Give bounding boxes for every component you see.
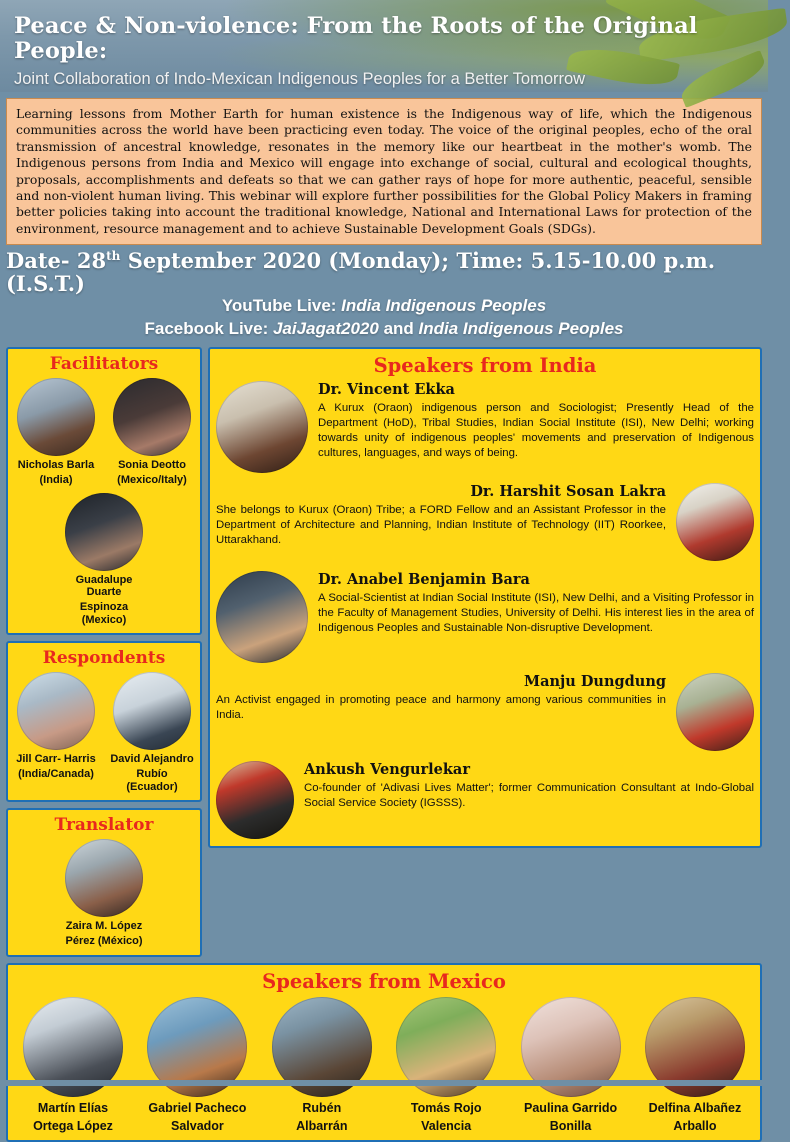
speaker-text (318, 381, 754, 460)
person-surname: Arballo (638, 1119, 752, 1133)
youtube-channel-name: India Indigenous Peoples (341, 296, 546, 315)
person-surname: Salvador (140, 1119, 254, 1133)
respondents-title: Respondents (14, 648, 194, 668)
right-column (208, 347, 762, 848)
avatar (113, 672, 191, 750)
speaker-bio: An Activist engaged in promoting peace and harmony among various communities in India. (216, 693, 666, 723)
left-column (6, 347, 202, 956)
poster-title: Peace & Non-violence: From the Roots of the Original People: (0, 0, 768, 64)
translator-title: Translator (14, 815, 194, 835)
facebook-page-name-1: JaiJagat2020 (273, 319, 379, 338)
person-card (638, 997, 752, 1134)
avatar (216, 571, 308, 663)
mexico-speakers-panel (6, 963, 762, 1142)
india-speakers-panel (208, 347, 762, 848)
footer-bar (0, 1080, 768, 1086)
person-card (514, 997, 628, 1134)
facilitators-row-1 (14, 378, 194, 487)
speaker-row (216, 483, 754, 561)
person-card (110, 672, 194, 793)
person-name: Jill Carr- Harris (14, 753, 98, 765)
person-card (62, 839, 146, 948)
speaker-row (216, 673, 754, 751)
person-surname: Valencia (389, 1119, 503, 1133)
person-card (265, 997, 379, 1134)
person-place: (India/Canada) (14, 768, 98, 780)
facilitators-panel (6, 347, 202, 635)
person-name: Gabriel Pacheco (140, 1101, 254, 1115)
speaker-bio: A Social-Scientist at Indian Social Institute (ISI), New Delhi, and a Visiting Professor in the Faculty of Management Studies, University of Delhi. His interest lies in the area of Indigenous Peoples and Sustainable Non-disruptive Development. (318, 591, 754, 635)
mexico-speakers-row (14, 997, 754, 1134)
facilitators-row-2 (14, 493, 194, 626)
facebook-live-line (6, 318, 762, 341)
person-card (110, 378, 194, 487)
poster-subtitle: Joint Collaboration of Indo-Mexican Indigenous Peoples for a Better Tomorrow (0, 64, 768, 89)
facilitators-title: Facilitators (14, 354, 194, 374)
avatar (676, 483, 754, 561)
speaker-name: Manju Dungdung (216, 673, 666, 690)
person-place: Rubío (Ecuador) (110, 768, 194, 793)
speaker-text (318, 571, 754, 635)
person-name: Martín Elías (16, 1101, 130, 1115)
speaker-bio: A Kurux (Oraon) indigenous person and Sociologist; Presently Head of the Department (HoD), Tribal Studies, Indian Social Institute (ISI), New Delhi; working towards unity of indigenous peoples' movements and preservation of Indigenous cultures, languages, and ways of being. (318, 401, 754, 460)
date-prefix: Date- 28 (6, 248, 106, 273)
respondents-row (14, 672, 194, 793)
person-surname: Ortega López (16, 1119, 130, 1133)
avatar (113, 378, 191, 456)
speaker-text (216, 673, 666, 723)
person-place: Espinoza (Mexico) (62, 601, 146, 626)
respondents-panel (6, 641, 202, 802)
person-name: Sonia Deotto (110, 459, 194, 471)
youtube-live-line (6, 295, 762, 318)
person-name: Zaira M. López (62, 920, 146, 932)
speaker-row (216, 571, 754, 663)
date-rest: September 2020 (Monday); Time: 5.15-10.00 p.m. (I.S.T.) (6, 248, 715, 296)
person-name: David Alejandro (110, 753, 194, 765)
person-card (140, 997, 254, 1134)
person-card (14, 378, 98, 487)
facebook-conjunction: and (379, 319, 419, 338)
avatar (65, 839, 143, 917)
avatar (17, 672, 95, 750)
person-name: Nicholas Barla (14, 459, 98, 471)
speaker-text (304, 761, 754, 811)
speaker-name: Dr. Harshit Sosan Lakra (216, 483, 666, 500)
person-card (14, 672, 98, 793)
speaker-row (216, 381, 754, 473)
person-card (389, 997, 503, 1134)
facebook-page-name-2: India Indigenous Peoples (419, 319, 624, 338)
person-name: Rubén (265, 1101, 379, 1115)
speaker-name: Ankush Vengurlekar (304, 761, 754, 778)
speaker-bio: Co-founder of 'Adivasi Lives Matter'; former Communication Consultant at Indo-Global Social Service Society (IGSSS). (304, 781, 754, 811)
main-columns (0, 343, 768, 956)
youtube-live-label: YouTube Live: (222, 296, 341, 315)
person-name: Delfina Albañez (638, 1101, 752, 1115)
person-name: Paulina Garrido (514, 1101, 628, 1115)
avatar (216, 761, 294, 839)
person-card (62, 493, 146, 626)
person-surname: Bonilla (514, 1119, 628, 1133)
speaker-row (216, 761, 754, 839)
person-surname: Albarrán (265, 1119, 379, 1133)
avatar (17, 378, 95, 456)
person-name: Tomás Rojo (389, 1101, 503, 1115)
avatar (65, 493, 143, 571)
person-name: Guadalupe Duarte (62, 574, 146, 599)
date-ordinal-suffix: th (106, 249, 120, 263)
person-place: (Mexico/Italy) (110, 474, 194, 486)
speaker-bio: She belongs to Kurux (Oraon) Tribe; a FORD Fellow and an Assistant Professor in the Department of Architecture and Planning, Indian Institute of Technology (IIT) Roorkee, Uttarakhand. (216, 503, 666, 547)
facebook-live-label: Facebook Live: (144, 319, 272, 338)
avatar (216, 381, 308, 473)
abstract-text: Learning lessons from Mother Earth for human existence is the Indigenous way of life, which the Indigenous communities across the world have been practicing even today. The voice of the original peoples, echo of the oral transmission of ancestral knowledge, resonates in the memory like our heartbeat in the mother's womb. The Indigenous persons from India and Mexico will engage into exchange of social, cultural and ecological thoughts, proposals, accomplishments and defeats so that we can gather rays of hope for more authentic, peaceful, sensible and non-violent human living. This webinar will explore further possibilities for the Global Policy Makers in framing better policies taking into account the traditional knowledge, National and International Laws for protection of the environment, resource management and to achieve Sustainable Development Goals (SDGs). (6, 98, 762, 245)
poster-header (0, 0, 768, 92)
mexico-speakers-title: Speakers from Mexico (14, 970, 754, 993)
translator-panel (6, 808, 202, 957)
avatar (676, 673, 754, 751)
person-place: (India) (14, 474, 98, 486)
speaker-name: Dr. Anabel Benjamin Bara (318, 571, 754, 588)
india-speakers-title: Speakers from India (216, 354, 754, 377)
speaker-text (216, 483, 666, 547)
event-details (0, 245, 768, 343)
translator-row (14, 839, 194, 948)
speaker-name: Dr. Vincent Ekka (318, 381, 754, 398)
person-place: Pérez (México) (62, 935, 146, 947)
event-date-line (6, 249, 762, 295)
person-card (16, 997, 130, 1134)
